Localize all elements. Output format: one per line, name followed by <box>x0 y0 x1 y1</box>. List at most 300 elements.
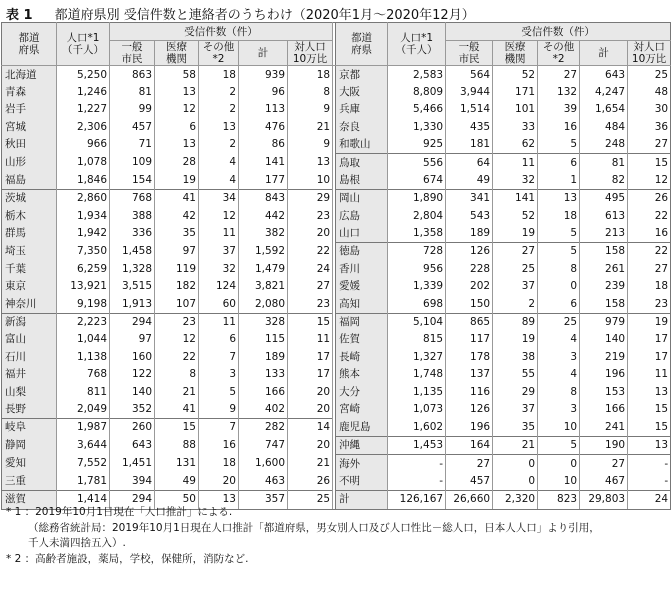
table-row <box>2 278 671 295</box>
table-row <box>2 401 671 419</box>
right-general-cell: 457 <box>446 473 493 491</box>
left-population-cell: 2,223 <box>57 313 110 331</box>
right-population-cell: 728 <box>388 243 446 261</box>
left-population-cell: 3,644 <box>57 437 110 455</box>
right-name-cell: 徳島 <box>336 243 388 261</box>
left-rate-cell: 26 <box>288 473 333 491</box>
left-medical-cell: 50 <box>155 491 199 509</box>
col-prefecture-left: 都道 府県 <box>2 23 57 66</box>
right-other-cell: 0 <box>538 278 580 295</box>
right-medical-cell: 11 <box>493 154 538 172</box>
right-other-cell: 8 <box>538 261 580 278</box>
right-general-cell: 564 <box>446 66 493 84</box>
right-medical-cell: 2,320 <box>493 491 538 509</box>
left-total-cell: 1,600 <box>239 455 288 473</box>
table-row <box>2 295 671 313</box>
right-other-cell: 8 <box>538 383 580 400</box>
left-other-cell: 124 <box>199 278 239 295</box>
right-population-cell: 5,466 <box>388 101 446 118</box>
left-rate-cell: 17 <box>288 349 333 366</box>
right-other-cell: 4 <box>538 366 580 383</box>
left-other-cell: 2 <box>199 84 239 101</box>
left-total-cell: 3,821 <box>239 278 288 295</box>
right-other-cell: 5 <box>538 437 580 455</box>
left-name-cell: 三重 <box>2 473 57 491</box>
right-total-cell: 190 <box>580 437 628 455</box>
left-name-cell: 栃木 <box>2 208 57 225</box>
right-general-cell: 189 <box>446 225 493 243</box>
right-general-cell: 64 <box>446 154 493 172</box>
left-total-cell: 177 <box>239 172 288 190</box>
right-other-cell: 10 <box>538 419 580 437</box>
right-general-cell: 164 <box>446 437 493 455</box>
right-population-cell: - <box>388 473 446 491</box>
left-medical-cell: 88 <box>155 437 199 455</box>
right-population-cell: 556 <box>388 154 446 172</box>
right-name-cell: 長崎 <box>336 349 388 366</box>
right-medical-cell: 0 <box>493 455 538 473</box>
left-population-cell: 1,044 <box>57 331 110 348</box>
left-medical-cell: 41 <box>155 401 199 419</box>
right-medical-cell: 0 <box>493 473 538 491</box>
left-rate-cell: 20 <box>288 401 333 419</box>
left-other-cell: 18 <box>199 66 239 84</box>
right-other-cell: 5 <box>538 136 580 154</box>
right-rate-cell: 24 <box>628 491 671 509</box>
right-rate-cell: 22 <box>628 208 671 225</box>
table-row <box>2 419 671 437</box>
left-medical-cell: 107 <box>155 295 199 313</box>
right-other-cell: 3 <box>538 349 580 366</box>
left-general-cell: 109 <box>110 154 155 172</box>
col-rate-left: 対人口 10万比 <box>288 41 333 66</box>
left-other-cell: 11 <box>199 313 239 331</box>
left-rate-cell: 10 <box>288 172 333 190</box>
right-other-cell: 6 <box>538 295 580 313</box>
right-general-cell: 543 <box>446 208 493 225</box>
right-total-cell: 467 <box>580 473 628 491</box>
right-medical-cell: 2 <box>493 295 538 313</box>
col-general-right: 一般 市民 <box>446 41 493 66</box>
left-rate-cell: 25 <box>288 491 333 509</box>
table-row <box>2 208 671 225</box>
left-general-cell: 71 <box>110 136 155 154</box>
right-total-cell: 27 <box>580 455 628 473</box>
col-group-left: 受信件数（件） <box>110 23 333 41</box>
right-rate-cell: 22 <box>628 243 671 261</box>
left-total-cell: 189 <box>239 349 288 366</box>
right-other-cell: 25 <box>538 313 580 331</box>
right-total-cell: 261 <box>580 261 628 278</box>
table-body <box>2 66 671 509</box>
footnotes <box>6 505 600 567</box>
col-rate-right: 対人口 10万比 <box>628 41 671 66</box>
left-general-cell: 336 <box>110 225 155 243</box>
right-general-cell: 26,660 <box>446 491 493 509</box>
left-medical-cell: 182 <box>155 278 199 295</box>
prefecture-calls-table <box>1 22 671 510</box>
right-general-cell: 1,514 <box>446 101 493 118</box>
left-name-cell: 福井 <box>2 366 57 383</box>
left-other-cell: 6 <box>199 331 239 348</box>
table-row <box>2 225 671 243</box>
right-medical-cell: 19 <box>493 331 538 348</box>
right-name-cell: 熊本 <box>336 366 388 383</box>
right-other-cell: 5 <box>538 225 580 243</box>
col-other-right: その他 *2 <box>538 41 580 66</box>
right-other-cell: 132 <box>538 84 580 101</box>
right-other-cell: 27 <box>538 66 580 84</box>
left-other-cell: 34 <box>199 190 239 208</box>
right-other-cell: 0 <box>538 455 580 473</box>
left-rate-cell: 15 <box>288 313 333 331</box>
right-name-cell: 沖縄 <box>336 437 388 455</box>
left-general-cell: 863 <box>110 66 155 84</box>
right-total-cell: 213 <box>580 225 628 243</box>
right-population-cell: 1,748 <box>388 366 446 383</box>
right-total-cell: 4,247 <box>580 84 628 101</box>
right-rate-cell: 13 <box>628 437 671 455</box>
right-medical-cell: 62 <box>493 136 538 154</box>
left-population-cell: 13,921 <box>57 278 110 295</box>
right-name-cell: 海外 <box>336 455 388 473</box>
left-total-cell: 166 <box>239 383 288 400</box>
right-general-cell: 228 <box>446 261 493 278</box>
right-total-cell: 140 <box>580 331 628 348</box>
left-name-cell: 宮城 <box>2 119 57 136</box>
left-population-cell: 2,306 <box>57 119 110 136</box>
right-general-cell: 435 <box>446 119 493 136</box>
table-row <box>2 119 671 136</box>
right-medical-cell: 141 <box>493 190 538 208</box>
left-general-cell: 260 <box>110 419 155 437</box>
left-medical-cell: 13 <box>155 84 199 101</box>
right-population-cell: 5,104 <box>388 313 446 331</box>
right-rate-cell: 26 <box>628 190 671 208</box>
right-population-cell: 1,330 <box>388 119 446 136</box>
right-medical-cell: 35 <box>493 419 538 437</box>
right-name-cell: 不明 <box>336 473 388 491</box>
left-other-cell: 4 <box>199 172 239 190</box>
left-other-cell: 2 <box>199 101 239 118</box>
left-general-cell: 3,515 <box>110 278 155 295</box>
left-medical-cell: 19 <box>155 172 199 190</box>
left-total-cell: 2,080 <box>239 295 288 313</box>
left-total-cell: 357 <box>239 491 288 509</box>
right-rate-cell: 17 <box>628 331 671 348</box>
table-row <box>2 383 671 400</box>
left-rate-cell: 21 <box>288 455 333 473</box>
left-population-cell: 7,350 <box>57 243 110 261</box>
header-row-1 <box>2 23 671 41</box>
left-total-cell: 96 <box>239 84 288 101</box>
right-general-cell: 202 <box>446 278 493 295</box>
left-name-cell: 山梨 <box>2 383 57 400</box>
right-general-cell: 49 <box>446 172 493 190</box>
right-rate-cell: 23 <box>628 295 671 313</box>
right-name-cell: 大分 <box>336 383 388 400</box>
left-population-cell: 811 <box>57 383 110 400</box>
right-name-cell: 鹿児島 <box>336 419 388 437</box>
left-general-cell: 154 <box>110 172 155 190</box>
right-general-cell: 150 <box>446 295 493 313</box>
right-medical-cell: 25 <box>493 261 538 278</box>
left-other-cell: 11 <box>199 225 239 243</box>
left-general-cell: 643 <box>110 437 155 455</box>
table-row <box>2 84 671 101</box>
right-name-cell: 広島 <box>336 208 388 225</box>
left-rate-cell: 23 <box>288 208 333 225</box>
right-population-cell: 1,339 <box>388 278 446 295</box>
left-population-cell: 2,860 <box>57 190 110 208</box>
left-general-cell: 99 <box>110 101 155 118</box>
right-medical-cell: 29 <box>493 383 538 400</box>
left-name-cell: 静岡 <box>2 437 57 455</box>
left-other-cell: 2 <box>199 136 239 154</box>
left-general-cell: 388 <box>110 208 155 225</box>
table-row <box>2 473 671 491</box>
right-population-cell: 126,167 <box>388 491 446 509</box>
left-total-cell: 282 <box>239 419 288 437</box>
left-name-cell: 千葉 <box>2 261 57 278</box>
right-general-cell: 341 <box>446 190 493 208</box>
left-rate-cell: 24 <box>288 261 333 278</box>
left-rate-cell: 27 <box>288 278 333 295</box>
table-row <box>2 313 671 331</box>
left-name-cell: 岩手 <box>2 101 57 118</box>
left-other-cell: 16 <box>199 437 239 455</box>
right-other-cell: 16 <box>538 119 580 136</box>
right-total-cell: 241 <box>580 419 628 437</box>
footnote-1-rounding: 千人未満四捨五入）. <box>28 537 126 549</box>
col-prefecture-right: 都道 府県 <box>336 23 388 66</box>
left-other-cell: 37 <box>199 243 239 261</box>
right-population-cell: 698 <box>388 295 446 313</box>
left-general-cell: 768 <box>110 190 155 208</box>
right-total-cell: 495 <box>580 190 628 208</box>
right-rate-cell: 48 <box>628 84 671 101</box>
table-row <box>2 190 671 208</box>
right-general-cell: 27 <box>446 455 493 473</box>
left-other-cell: 5 <box>199 383 239 400</box>
left-other-cell: 18 <box>199 455 239 473</box>
right-other-cell: 18 <box>538 208 580 225</box>
left-population-cell: 5,250 <box>57 66 110 84</box>
left-rate-cell: 22 <box>288 243 333 261</box>
right-rate-cell: 16 <box>628 225 671 243</box>
left-name-cell: 岐阜 <box>2 419 57 437</box>
left-other-cell: 13 <box>199 119 239 136</box>
right-name-cell: 高知 <box>336 295 388 313</box>
right-total-cell: 29,803 <box>580 491 628 509</box>
col-other-left: その他 *2 <box>199 41 239 66</box>
left-medical-cell: 15 <box>155 419 199 437</box>
left-name-cell: 新潟 <box>2 313 57 331</box>
right-name-cell: 奈良 <box>336 119 388 136</box>
right-general-cell: 181 <box>446 136 493 154</box>
right-rate-cell: 13 <box>628 383 671 400</box>
right-total-cell: 153 <box>580 383 628 400</box>
left-total-cell: 113 <box>239 101 288 118</box>
table-title <box>6 4 475 23</box>
right-general-cell: 126 <box>446 243 493 261</box>
left-total-cell: 442 <box>239 208 288 225</box>
right-medical-cell: 101 <box>493 101 538 118</box>
right-name-cell: 佐賀 <box>336 331 388 348</box>
right-population-cell: 1,602 <box>388 419 446 437</box>
left-name-cell: 秋田 <box>2 136 57 154</box>
right-name-cell: 計 <box>336 491 388 509</box>
left-medical-cell: 42 <box>155 208 199 225</box>
left-general-cell: 140 <box>110 383 155 400</box>
right-population-cell: 1,453 <box>388 437 446 455</box>
footnote-2: * 2 ：高齢者施設，薬局，学校，保健所，消防など. <box>6 552 249 565</box>
table-caption: 都道府県別 受信件数と連絡者のうちわけ（2020年1月～2020年12月） <box>54 8 475 23</box>
left-population-cell: 966 <box>57 136 110 154</box>
left-name-cell: 長野 <box>2 401 57 419</box>
right-rate-cell: 15 <box>628 419 671 437</box>
left-rate-cell: 23 <box>288 295 333 313</box>
table-row <box>2 261 671 278</box>
left-population-cell: 7,552 <box>57 455 110 473</box>
left-rate-cell: 20 <box>288 383 333 400</box>
right-other-cell: 39 <box>538 101 580 118</box>
left-medical-cell: 119 <box>155 261 199 278</box>
table-row <box>2 437 671 455</box>
left-total-cell: 133 <box>239 366 288 383</box>
left-name-cell: 山形 <box>2 154 57 172</box>
right-other-cell: 6 <box>538 154 580 172</box>
right-name-cell: 愛媛 <box>336 278 388 295</box>
left-total-cell: 382 <box>239 225 288 243</box>
left-medical-cell: 28 <box>155 154 199 172</box>
right-general-cell: 117 <box>446 331 493 348</box>
left-other-cell: 60 <box>199 295 239 313</box>
left-rate-cell: 9 <box>288 136 333 154</box>
left-medical-cell: 21 <box>155 383 199 400</box>
left-total-cell: 843 <box>239 190 288 208</box>
table-row <box>2 331 671 348</box>
left-general-cell: 1,328 <box>110 261 155 278</box>
left-general-cell: 394 <box>110 473 155 491</box>
left-medical-cell: 23 <box>155 313 199 331</box>
left-general-cell: 294 <box>110 313 155 331</box>
table-row <box>2 136 671 154</box>
left-population-cell: 1,934 <box>57 208 110 225</box>
left-population-cell: 1,414 <box>57 491 110 509</box>
right-name-cell: 山口 <box>336 225 388 243</box>
right-other-cell: 3 <box>538 401 580 419</box>
right-rate-cell: 11 <box>628 366 671 383</box>
right-total-cell: 196 <box>580 366 628 383</box>
left-medical-cell: 97 <box>155 243 199 261</box>
right-total-cell: 248 <box>580 136 628 154</box>
left-total-cell: 476 <box>239 119 288 136</box>
right-rate-cell: 27 <box>628 261 671 278</box>
right-rate-cell: 12 <box>628 172 671 190</box>
left-rate-cell: 8 <box>288 84 333 101</box>
col-medical-left: 医療 機関 <box>155 41 199 66</box>
left-name-cell: 福島 <box>2 172 57 190</box>
left-medical-cell: 13 <box>155 136 199 154</box>
left-medical-cell: 22 <box>155 349 199 366</box>
left-population-cell: 1,227 <box>57 101 110 118</box>
left-total-cell: 115 <box>239 331 288 348</box>
table-row <box>2 455 671 473</box>
left-name-cell: 愛知 <box>2 455 57 473</box>
left-total-cell: 86 <box>239 136 288 154</box>
table-row <box>2 66 671 84</box>
left-medical-cell: 35 <box>155 225 199 243</box>
right-rate-cell: 36 <box>628 119 671 136</box>
left-total-cell: 939 <box>239 66 288 84</box>
right-name-cell: 大阪 <box>336 84 388 101</box>
left-population-cell: 2,049 <box>57 401 110 419</box>
right-name-cell: 岡山 <box>336 190 388 208</box>
left-population-cell: 1,078 <box>57 154 110 172</box>
right-other-cell: 1 <box>538 172 580 190</box>
left-rate-cell: 11 <box>288 331 333 348</box>
right-population-cell: 1,890 <box>388 190 446 208</box>
right-other-cell: 13 <box>538 190 580 208</box>
right-name-cell: 福岡 <box>336 313 388 331</box>
col-total-right: 計 <box>580 41 628 66</box>
right-medical-cell: 89 <box>493 313 538 331</box>
left-other-cell: 13 <box>199 491 239 509</box>
right-population-cell: 8,809 <box>388 84 446 101</box>
left-medical-cell: 8 <box>155 366 199 383</box>
left-name-cell: 石川 <box>2 349 57 366</box>
right-population-cell: - <box>388 455 446 473</box>
left-total-cell: 747 <box>239 437 288 455</box>
right-population-cell: 815 <box>388 331 446 348</box>
col-group-right: 受信件数（件） <box>446 23 671 41</box>
left-general-cell: 1,913 <box>110 295 155 313</box>
right-medical-cell: 37 <box>493 401 538 419</box>
left-other-cell: 12 <box>199 208 239 225</box>
left-other-cell: 32 <box>199 261 239 278</box>
right-name-cell: 宮崎 <box>336 401 388 419</box>
right-medical-cell: 33 <box>493 119 538 136</box>
right-rate-cell: 30 <box>628 101 671 118</box>
left-name-cell: 滋賀 <box>2 491 57 509</box>
right-population-cell: 1,073 <box>388 401 446 419</box>
left-general-cell: 294 <box>110 491 155 509</box>
left-medical-cell: 131 <box>155 455 199 473</box>
right-medical-cell: 55 <box>493 366 538 383</box>
table-row <box>2 101 671 118</box>
left-total-cell: 1,592 <box>239 243 288 261</box>
right-population-cell: 956 <box>388 261 446 278</box>
left-medical-cell: 41 <box>155 190 199 208</box>
right-total-cell: 158 <box>580 243 628 261</box>
left-total-cell: 141 <box>239 154 288 172</box>
right-name-cell: 香川 <box>336 261 388 278</box>
left-other-cell: 7 <box>199 349 239 366</box>
right-name-cell: 兵庫 <box>336 101 388 118</box>
table-row <box>2 154 671 172</box>
col-population-right: 人口*1 （千人） <box>388 23 446 66</box>
left-population-cell: 9,198 <box>57 295 110 313</box>
left-medical-cell: 12 <box>155 331 199 348</box>
right-rate-cell: 18 <box>628 278 671 295</box>
right-total-cell: 219 <box>580 349 628 366</box>
left-medical-cell: 12 <box>155 101 199 118</box>
left-general-cell: 81 <box>110 84 155 101</box>
table-number: 表 1 <box>6 8 33 23</box>
table-row <box>2 172 671 190</box>
right-rate-cell: 27 <box>628 136 671 154</box>
